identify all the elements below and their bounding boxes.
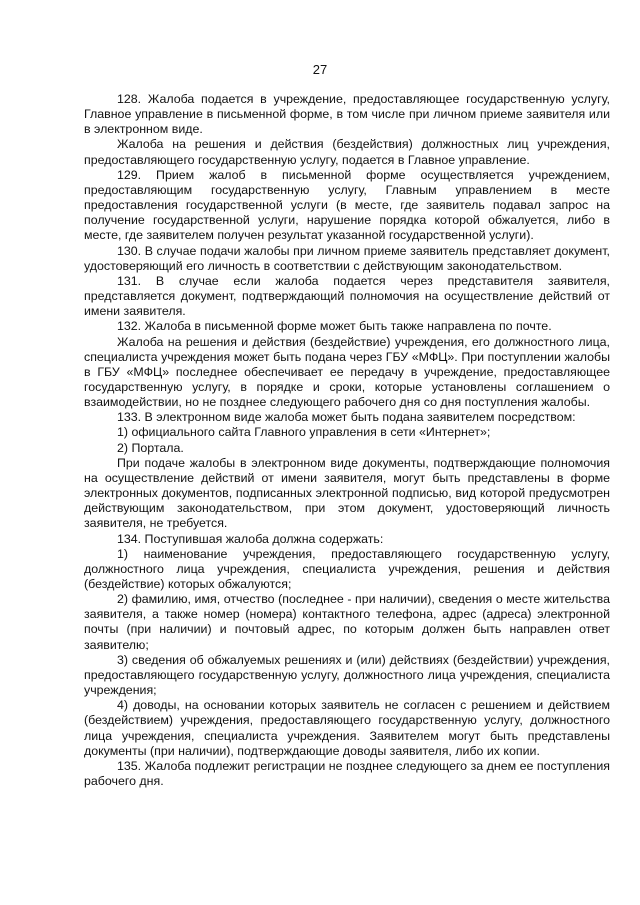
paragraph-129: 129. Прием жалоб в письменной форме осуществляется учреждением, предоставляющим государственную услугу, Главным управлением в месте предоставления государственной услуги (в месте, где заявитель подавал запрос на получение государственной услуги, нарушение порядка которой обжалуется, либо в месте, где заявителем получен результат указанной государственной услуги). <box>84 167 610 243</box>
paragraph-128-appeal-target: Жалоба на решения и действия (бездействия) должностных лиц учреждения, предоставляющего государственную услугу, подается в Главное управление. <box>84 137 610 167</box>
paragraph-133-electronic-docs: При подаче жалобы в электронном виде документы, подтверждающие полномочия на осуществление действий от имени заявителя, могут быть представлены в форме электронных документов, подписанных электронной подписью, вид которой предусмотрен действующим законодательством, при этом документ, удостоверяющий личность заявителя, не требуется. <box>84 455 610 531</box>
paragraph-133: 133. В электронном виде жалоба может быть подана заявителем посредством: <box>117 410 576 425</box>
paragraph-133-item-2: 2) Портала. <box>117 440 184 455</box>
paragraph-134: 134. Поступившая жалоба должна содержать: <box>117 531 384 546</box>
document-body <box>84 92 610 789</box>
paragraph-134-item-3: 3) сведения об обжалуемых решениях и (или) действиях (бездействии) учреждения, предоставляющего государственную услугу, должностного лица учреждения, специалиста учреждения; <box>84 652 610 698</box>
paragraph-134-item-4: 4) доводы, на основании которых заявитель не согласен с решением и действием (бездействием) учреждения, предоставляющего государственную услугу, должностного лица учреждения, специалиста учреждения. Заявителем могут быть представлены документы (при наличии), подтверждающие доводы заявителя, либо их копии. <box>84 698 610 758</box>
paragraph-131: 131. В случае если жалоба подается через представителя заявителя, представляется документ, подтверждающий полномочия на осуществление действий от имени заявителя. <box>84 273 610 319</box>
paragraph-134-item-1: 1) наименование учреждения, предоставляющего государственную услугу, должностного лица учреждения, специалиста учреждения, решения и действия (бездействие) которых обжалуются; <box>84 546 610 591</box>
paragraph-132-mfc: Жалоба на решения и действия (бездействие) учреждения, его должностного лица, специалиста учреждения может быть подана через ГБУ «МФЦ». При поступлении жалобы в ГБУ «МФЦ» последнее обеспечивает ее передачу в учреждение, предоставляющее государственную услугу, в порядке и сроки, которые установлены соглашением о взаимодействии, но не позднее следующего рабочего дня со дня поступления жалобы. <box>84 334 610 410</box>
paragraph-128: 128. Жалоба подается в учреждение, предоставляющее государственную услугу, Главное управление в письменной форме, в том числе при личном приеме заявителя или в электронном виде. <box>84 92 610 137</box>
paragraph-132: 132. Жалоба в письменной форме может быть также направлена по почте. <box>117 319 552 334</box>
paragraph-130: 130. В случае подачи жалобы при личном приеме заявитель представляет документ, удостоверяющий его личность в соответствии с действующим законодательством. <box>84 243 610 273</box>
paragraph-134-item-2: 2) фамилию, имя, отчество (последнее - при наличии), сведения о месте жительства заявителя, а также номер (номера) контактного телефона, адрес (адреса) электронной почты (при наличии) и почтовый адрес, по которым должен быть направлен ответ заявителю; <box>84 592 610 652</box>
paragraph-135: 135. Жалоба подлежит регистрации не позднее следующего за днем ее поступления рабочего дня. <box>84 758 610 789</box>
paragraph-133-item-1: 1) официального сайта Главного управления в сети «Интернет»; <box>117 425 491 440</box>
page-number: 27 <box>312 62 328 77</box>
